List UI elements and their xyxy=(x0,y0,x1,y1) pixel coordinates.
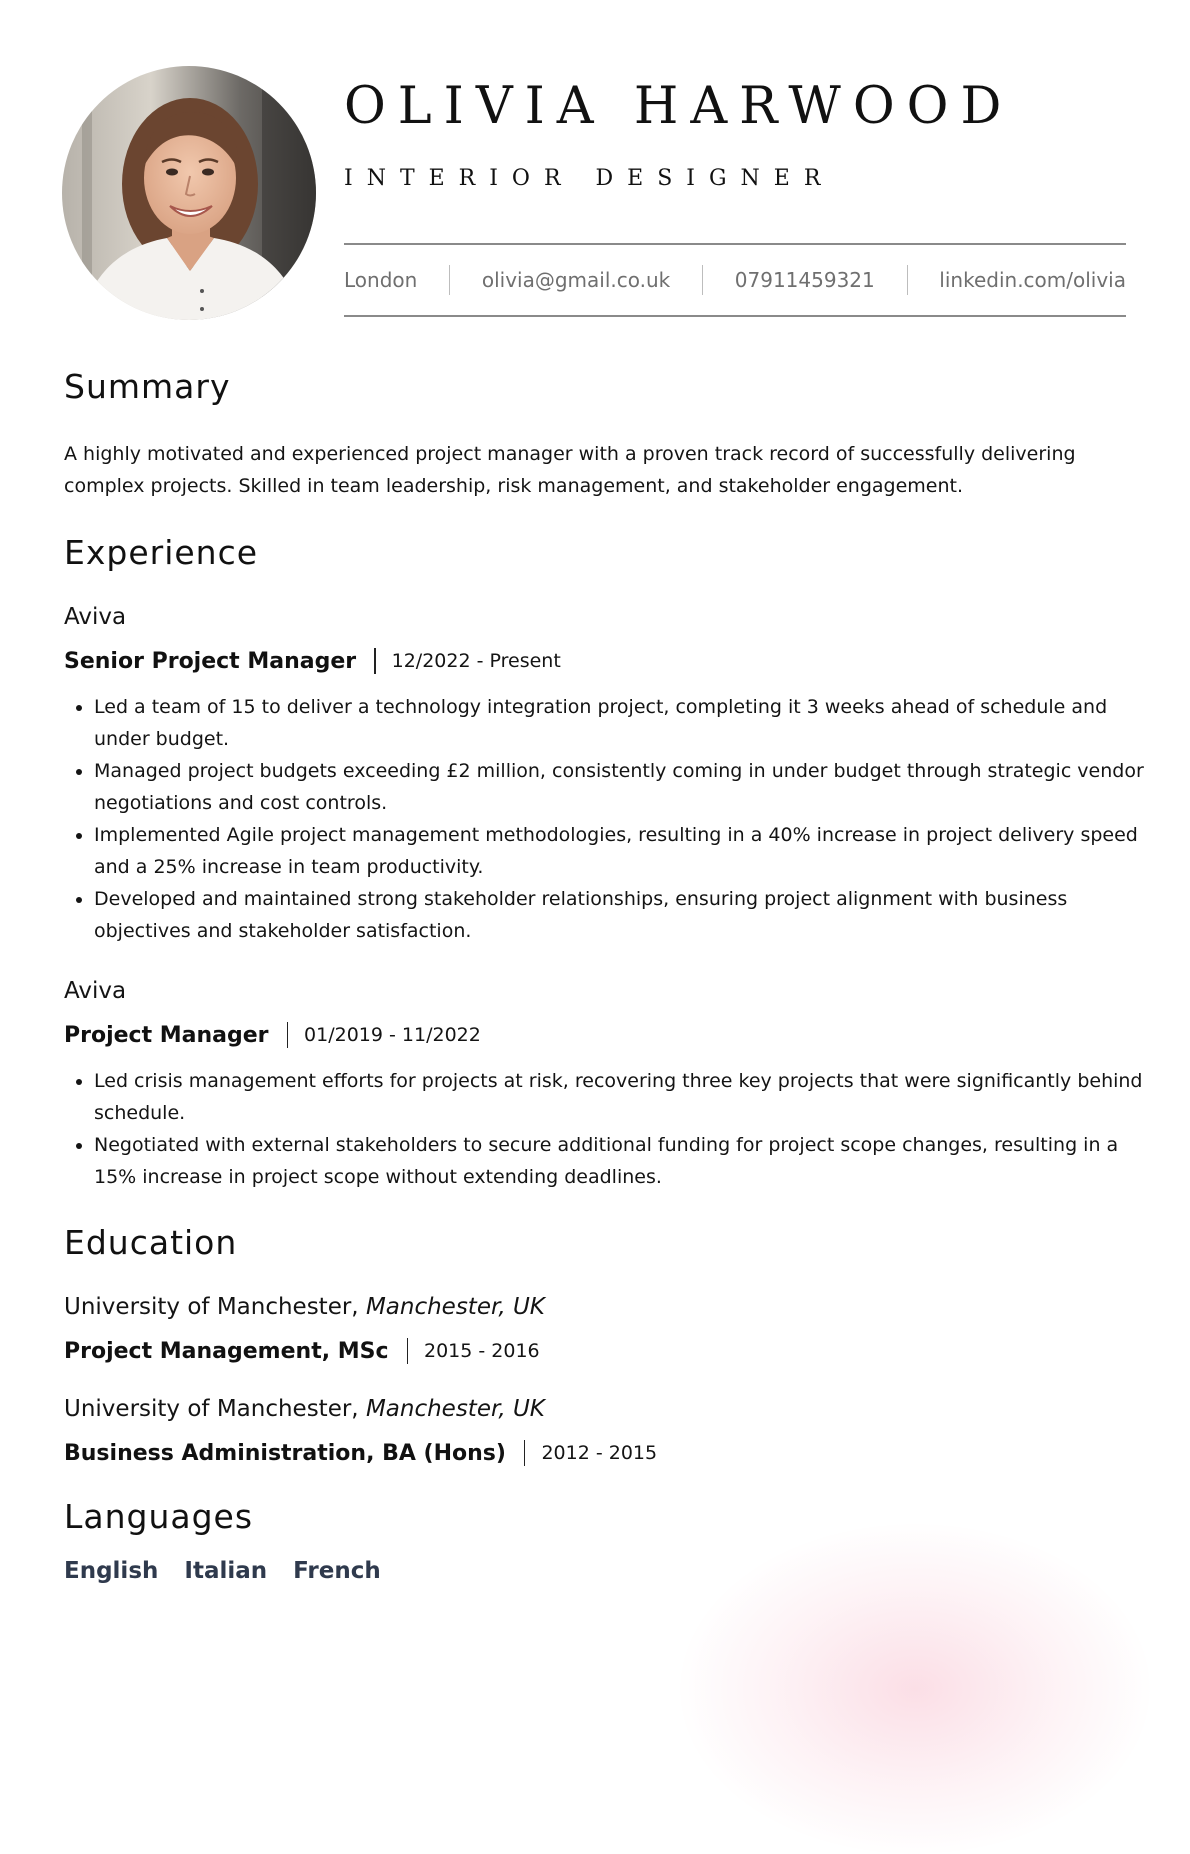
summary-heading: Summary xyxy=(64,367,231,406)
job-role: Project Manager xyxy=(64,1022,269,1048)
language-item: English xyxy=(64,1558,159,1584)
job-role-line xyxy=(64,1018,481,1052)
job-bullets xyxy=(64,1065,1164,1193)
languages-list xyxy=(64,1558,381,1584)
role-divider xyxy=(374,648,376,674)
summary-text: A highly motivated and experienced project manager with a proven track record of successfully delivering complex projects. Skilled in team leadership, risk management, and stakeholder engagement. xyxy=(64,443,1076,497)
job-role: Senior Project Manager xyxy=(64,648,357,674)
role-divider xyxy=(287,1022,289,1048)
contact-phone[interactable]: 07911459321 xyxy=(734,268,875,292)
degree-name: Project Management, MSc xyxy=(64,1338,389,1364)
contact-bar xyxy=(344,243,1126,317)
language-item: Italian xyxy=(184,1558,268,1584)
job-company: Aviva xyxy=(64,604,127,630)
job-bullet: • Developed and maintained strong stakeholder relationships, ensuring project alignment with business objectives and stakeholder satisfaction. xyxy=(94,883,1164,947)
profile-photo xyxy=(62,66,316,320)
contact-divider xyxy=(907,265,908,295)
job-dates: 01/2019 - 11/2022 xyxy=(304,1024,481,1046)
education-heading: Education xyxy=(64,1223,238,1262)
education-institution xyxy=(64,1393,545,1425)
job-bullets xyxy=(64,691,1164,947)
job-bullet: • Negotiated with external stakeholders to secure additional funding for project scope changes, resulting in a 15% increase in project scope without extending deadlines. xyxy=(94,1129,1164,1193)
contact-location: London xyxy=(344,268,418,292)
degree-name: Business Administration, BA (Hons) xyxy=(64,1440,506,1466)
institution-location: Manchester, UK xyxy=(365,1396,545,1422)
background-glow xyxy=(680,1524,1150,1854)
job-bullet: • Managed project budgets exceeding £2 million, consistently coming in under budget through strategic vendor negotiations and cost controls. xyxy=(94,755,1164,819)
job-title: INTERIOR DESIGNER xyxy=(344,166,835,191)
contact-divider xyxy=(702,265,703,295)
degree-dates: 2012 - 2015 xyxy=(541,1442,658,1464)
job-company: Aviva xyxy=(64,978,127,1004)
degree-line xyxy=(64,1436,657,1470)
job-role-line xyxy=(64,644,561,678)
contact-email[interactable]: olivia@gmail.co.uk xyxy=(481,268,671,292)
degree-dates: 2015 - 2016 xyxy=(424,1340,540,1362)
institution-name: University of Manchester, xyxy=(64,1396,359,1422)
contact-linkedin[interactable]: linkedin.com/olivia xyxy=(939,268,1126,292)
job-dates: 12/2022 - Present xyxy=(391,650,561,672)
education-institution xyxy=(64,1291,545,1323)
job-bullet: • Led crisis management efforts for projects at risk, recovering three key projects that were significantly behind schedule. xyxy=(94,1065,1164,1129)
degree-divider xyxy=(524,1440,526,1466)
experience-heading: Experience xyxy=(64,533,259,572)
institution-location: Manchester, UK xyxy=(365,1294,545,1320)
contact-divider xyxy=(449,265,450,295)
language-item: French xyxy=(293,1558,381,1584)
degree-line xyxy=(64,1334,540,1368)
degree-divider xyxy=(407,1338,409,1364)
job-bullet: • Implemented Agile project management methodologies, resulting in a 40% increase in project delivery speed and a 25% increase in team productivity. xyxy=(94,819,1164,883)
languages-heading: Languages xyxy=(64,1497,254,1536)
job-bullet: • Led a team of 15 to deliver a technology integration project, completing it 3 weeks ahead of schedule and under budget. xyxy=(94,691,1164,755)
institution-name: University of Manchester, xyxy=(64,1294,359,1320)
candidate-name: OLIVIA HARWOOD xyxy=(344,77,1014,136)
